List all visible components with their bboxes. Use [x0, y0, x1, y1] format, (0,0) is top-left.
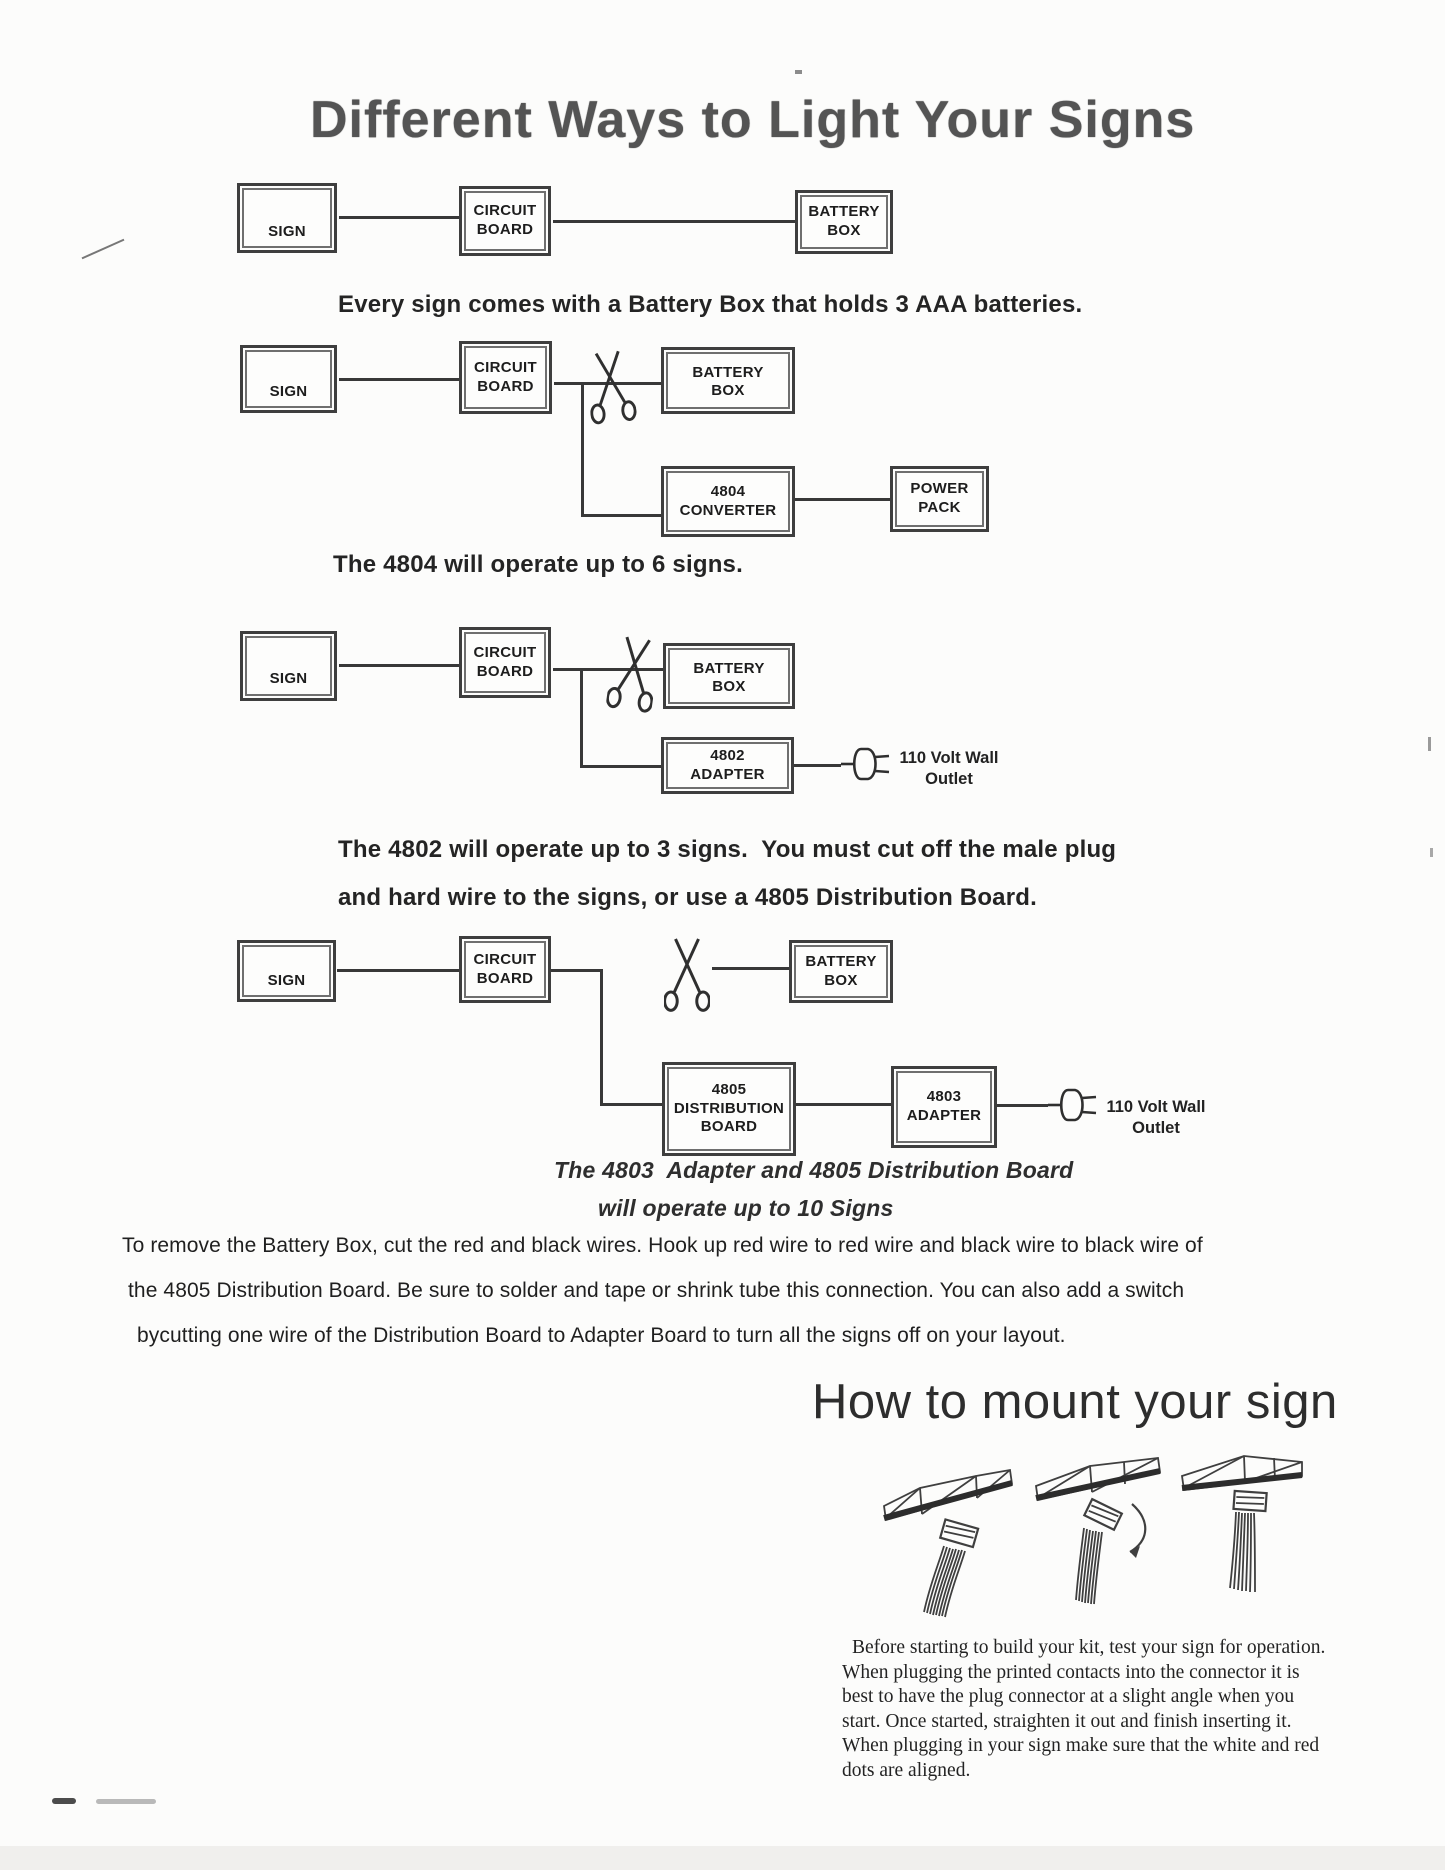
- converter-4804-box: 4804 CONVERTER: [661, 466, 795, 537]
- sign-box: SIGN: [240, 631, 337, 701]
- sign-box: SIGN: [237, 940, 336, 1002]
- adapter-4802-box: 4802 ADAPTER: [661, 737, 794, 794]
- connector-line: [997, 1104, 1048, 1107]
- scissors-icon: [584, 348, 638, 430]
- connector-line: [553, 220, 795, 223]
- diagram-caption-2: The 4804 will operate up to 6 signs.: [333, 551, 743, 578]
- wall-plug-icon: [1048, 1083, 1100, 1127]
- mount-paragraph-line-3: best to have the plug connector at a slight angle when you: [842, 1686, 1295, 1707]
- pen-mark-artifact: [82, 239, 125, 260]
- circuit-board-box: CIRCUIT BOARD: [459, 341, 552, 414]
- battery-box: BATTERY BOX: [789, 940, 893, 1003]
- mount-paragraph-line-2: When plugging the printed contacts into the connector it is: [842, 1661, 1300, 1683]
- diagram-caption-3-line1: The 4802 will operate up to 3 signs. You must cut off the male plug: [338, 836, 1117, 863]
- sign-box: SIGN: [237, 183, 337, 253]
- mount-heading: How to mount your sign: [812, 1375, 1338, 1429]
- scan-speck: [1428, 737, 1431, 751]
- connector-line: [580, 765, 661, 768]
- sign-box: SIGN: [240, 345, 337, 413]
- circuit-board-box: CIRCUIT BOARD: [459, 936, 551, 1003]
- scan-smudge: [96, 1799, 156, 1804]
- mount-illustration-3: [1178, 1448, 1308, 1603]
- mount-illustration-2: [1032, 1452, 1167, 1617]
- connector-line: [337, 969, 459, 972]
- mount-paragraph-line-1: Before starting to build your kit, test your sign for operation.: [852, 1637, 1326, 1658]
- wall-plug-icon: [841, 742, 893, 786]
- connector-line: [581, 382, 584, 517]
- connector-line: [339, 664, 459, 667]
- scan-speck: [1430, 848, 1433, 857]
- circuit-board-box: CIRCUIT BOARD: [459, 186, 551, 256]
- connector-line: [600, 1103, 662, 1106]
- notes-line-2: the 4805 Distribution Board. Be sure to solder and tape or shrink tube this connection. You can also add a switch: [128, 1279, 1185, 1302]
- scissors-icon: [605, 633, 662, 719]
- page-title: Different Ways to Light Your Signs: [310, 91, 1196, 149]
- mount-paragraph-line-4: start. Once started, straighten it out and finish inserting it.: [842, 1710, 1292, 1732]
- notes-line-3: bycutting one wire of the Distribution Board to Adapter Board to turn all the signs off on your layout.: [137, 1324, 1066, 1347]
- diagram-caption-4-line1: The 4803 Adapter and 4805 Distribution Board: [554, 1157, 1074, 1183]
- mount-illustration-1: [878, 1462, 1018, 1622]
- scan-speck: [795, 70, 802, 74]
- connector-line: [796, 1103, 891, 1106]
- battery-box: BATTERY BOX: [663, 643, 795, 709]
- battery-box: BATTERY BOX: [661, 347, 795, 414]
- scan-smudge: [52, 1798, 76, 1804]
- connector-line: [712, 967, 789, 970]
- connector-line: [339, 216, 459, 219]
- scan-edge-strip: [0, 1846, 1445, 1870]
- battery-box: BATTERY BOX: [795, 190, 893, 254]
- mount-paragraph: [842, 1636, 1325, 1783]
- connector-line: [581, 514, 661, 517]
- connector-line: [795, 498, 890, 501]
- diagram-caption-4-line2: will operate up to 10 Signs: [598, 1195, 894, 1221]
- wall-outlet-label: 110 Volt Wall Outlet: [1106, 1098, 1206, 1138]
- adapter-4803-box: 4803 ADAPTER: [891, 1066, 997, 1148]
- diagram-caption-1: Every sign comes with a Battery Box that holds 3 AAA batteries.: [338, 291, 1083, 318]
- power-pack-box: POWER PACK: [890, 466, 989, 532]
- mount-paragraph-line-5: When plugging in your sign make sure that the white and red: [842, 1735, 1320, 1756]
- connector-line: [551, 969, 602, 972]
- diagram-caption-3-line2: and hard wire to the signs, or use a 4805 Distribution Board.: [338, 884, 1038, 911]
- circuit-board-box: CIRCUIT BOARD: [459, 627, 551, 698]
- distribution-4805-box: 4805 DISTRIBUTION BOARD: [662, 1062, 796, 1156]
- connector-line: [580, 668, 583, 768]
- connector-line: [339, 378, 459, 381]
- connector-line: [600, 969, 603, 1105]
- mount-paragraph-line-6: dots are aligned.: [842, 1759, 971, 1781]
- wall-outlet-label: 110 Volt Wall Outlet: [899, 749, 999, 789]
- scissors-icon: [664, 936, 710, 1018]
- connector-line: [794, 764, 841, 767]
- notes-line-1: To remove the Battery Box, cut the red and black wires. Hook up red wire to red wire and black wire to black wire of: [122, 1234, 1203, 1257]
